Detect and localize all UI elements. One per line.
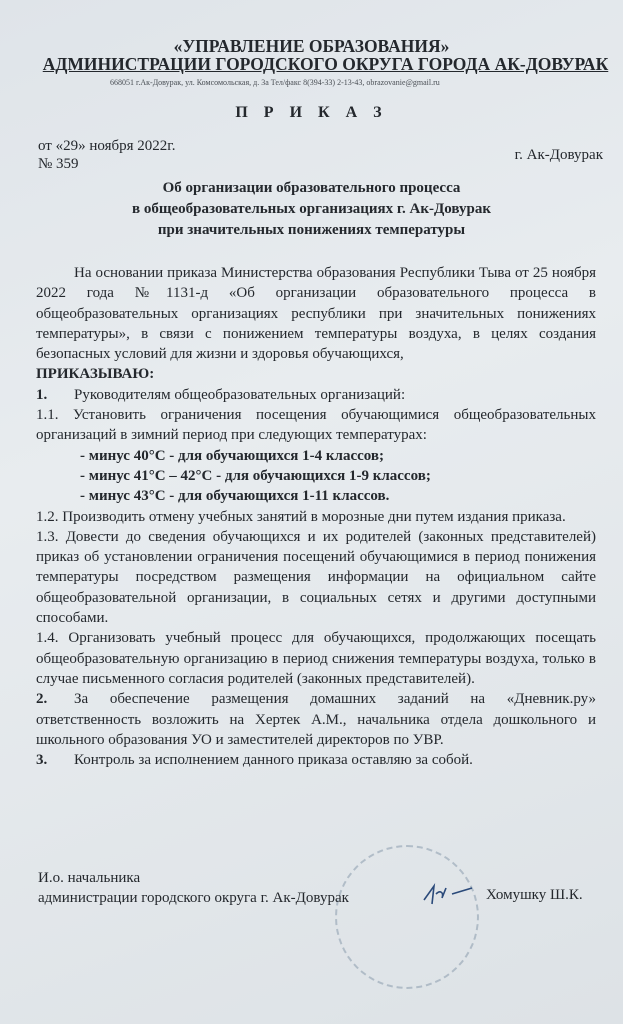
doc-body	[36, 263, 596, 770]
stamp-seal	[335, 845, 479, 989]
org-name: «УПРАВЛЕНИЕ ОБРАЗОВАНИЯ»	[173, 36, 450, 56]
doc-date: от «29» ноября 2022г.	[38, 138, 176, 154]
item-1-1: 1.1. Установить ограничения посещения обучающимися общеобразовательных организаций в зимний период при следующих температурах:	[36, 407, 596, 444]
subject-line: Об организации образовательного процесса	[162, 180, 461, 196]
intro-paragraph: На основании приказа Министерства образования Республики Тыва от 25 ноября 2022 года №1131-д «Об организации образовательного процесса в общеобразовательных организациях республики при значительных понижениях температуры», в связи с понижением температуры воздуха, в целях создания безопасных условий для жизни и здоровья обучающихся,	[36, 265, 596, 363]
signer-name: Хомушку Ш.К.	[486, 887, 583, 903]
doc-title: П Р И К А З	[235, 104, 388, 121]
doc-number: № 359	[38, 156, 79, 172]
item-2	[36, 689, 596, 750]
order-word: ПРИКАЗЫВАЮ:	[36, 366, 155, 383]
limit-item: - минус 41°С – 42°С - для обучающихся 1-9 классов;	[80, 467, 431, 484]
item-3	[36, 750, 596, 770]
item-text: Контроль за исполнением данного приказа оставляю за собой.	[74, 752, 473, 769]
doc-subject	[0, 178, 623, 241]
subject-line: при значительных понижениях температуры	[157, 222, 466, 238]
item-1-4: 1.4. Организовать учебный процесс для обучающихся, продолжающих посещать общеобразовательную организацию в период снижения температуры воздуха, только в случае письменного согласия родителей (законных представителей).	[36, 630, 596, 687]
item-1	[36, 385, 596, 405]
handwritten-signature	[420, 880, 480, 910]
item-number: 3.	[36, 752, 48, 769]
item-number: 1.	[36, 386, 48, 403]
item-1-2: 1.2. Производить отмену учебных занятий в морозные дни путем издания приказа.	[36, 508, 566, 525]
doc-city: г. Ак-Довурак	[514, 147, 603, 163]
subject-line: в общеобразовательных организациях г. Ак-Довурак	[132, 201, 491, 217]
limit-item: - минус 40°С - для обучающихся 1-4 классов;	[80, 447, 384, 464]
item-text: За обеспечение размещения домашних заданий на «Дневник.ру» ответственность возложить на Хертек А.М., начальника отдела дошкольного и школьного образования УО и заместителей директоров по УВР.	[36, 691, 596, 748]
org-address: 668051 г.Ак-Довурак, ул. Комсомольская, д. 3а Тел/факс 8(394-33) 2-13-43, obrazovanie@gmail.ru	[110, 78, 440, 87]
item-1-3: 1.3. Довести до сведения обучающихся и их родителей (законных представителей) приказ об установлении ограничения посещений обучающимися в период понижения температуры посредством размещения информации на официальном сайте общеобразовательной организации, в социальных сетях и другими доступными способами.	[36, 528, 596, 627]
signer-organization: администрации городского округа г. Ак-Довурак	[38, 890, 349, 906]
limit-item: - минус 43°С - для обучающихся 1-11 классов.	[80, 488, 390, 505]
signer-position: И.о. начальника	[38, 870, 141, 886]
org-admin: АДМИНИСТРАЦИИ ГОРОДСКОГО ОКРУГА ГОРОДА АК-ДОВУРАК	[42, 54, 609, 74]
item-text: Руководителям общеобразовательных организаций:	[74, 386, 406, 403]
item-number: 2.	[36, 691, 48, 708]
